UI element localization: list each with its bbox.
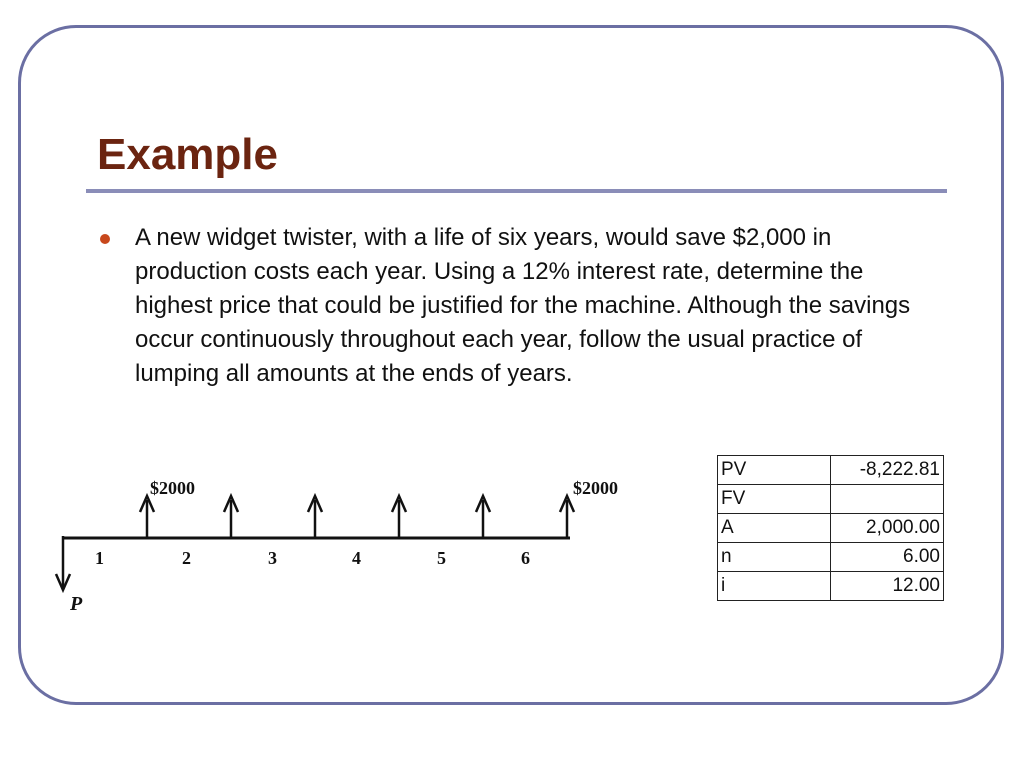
row-value xyxy=(831,485,944,514)
cash-flow-arrow-1 xyxy=(140,496,154,538)
row-label: PV xyxy=(718,456,831,485)
cash-flow-diagram xyxy=(40,470,640,620)
row-label: FV xyxy=(718,485,831,514)
row-label: i xyxy=(718,572,831,601)
title-divider xyxy=(86,189,947,193)
slide-title: Example xyxy=(97,130,278,179)
period-label: 6 xyxy=(521,548,530,568)
bullet-dot-icon xyxy=(100,234,110,244)
table-row xyxy=(718,514,944,543)
row-label: n xyxy=(718,543,831,572)
row-value: 6.00 xyxy=(831,543,944,572)
table-row xyxy=(718,572,944,601)
table-row xyxy=(718,485,944,514)
row-value: 12.00 xyxy=(831,572,944,601)
bullet-text: A new widget twister, with a life of six years, would save $2,000 in production costs each year. Using a 12% interest rate, determine the highest price that could be justified for the machine. Although the savings occur continuously throughout each year, follow the usual practice of lumping all amounts at the ends of years. xyxy=(135,224,911,387)
cash-flow-arrow-3 xyxy=(308,496,322,538)
last-amount-label: $2000 xyxy=(573,478,618,498)
period-label: 1 xyxy=(95,548,104,568)
table-row xyxy=(718,543,944,572)
row-label: A xyxy=(718,514,831,543)
cash-flow-arrow-6 xyxy=(560,496,574,538)
row-value: 2,000.00 xyxy=(831,514,944,543)
period-label: 2 xyxy=(182,548,191,568)
first-amount-label: $2000 xyxy=(150,478,195,498)
table-row xyxy=(718,456,944,485)
period-label: 5 xyxy=(437,548,446,568)
cash-flow-arrow-4 xyxy=(392,496,406,538)
period-label: 4 xyxy=(352,548,361,568)
cash-flow-arrow-5 xyxy=(476,496,490,538)
row-value: -8,222.81 xyxy=(831,456,944,485)
period-label: 3 xyxy=(268,548,277,568)
tvm-table xyxy=(717,455,944,601)
present-value-label: P xyxy=(70,593,83,615)
cash-flow-arrow-2 xyxy=(224,496,238,538)
